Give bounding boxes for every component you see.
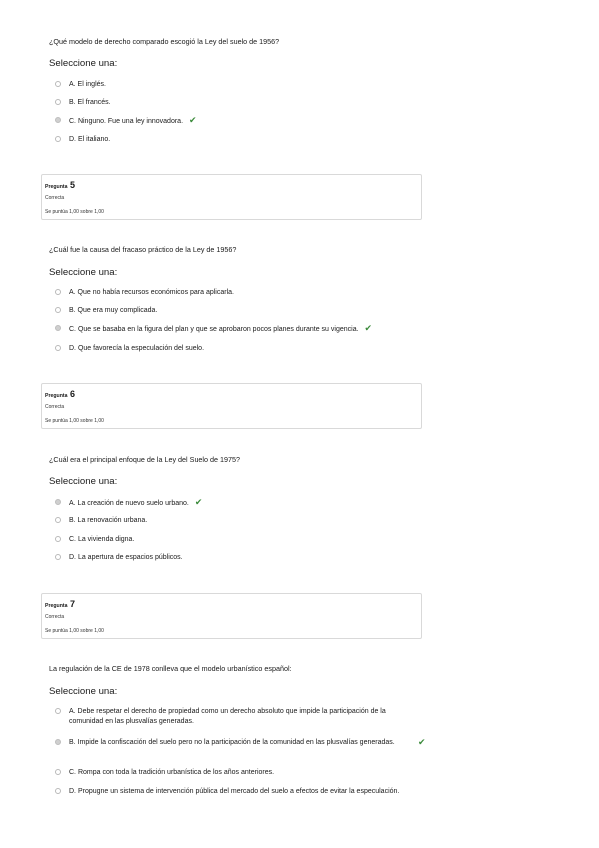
answer-option-d[interactable] — [55, 553, 183, 563]
select-one-prompt: Seleccione una: — [49, 686, 118, 697]
question-info-box-5 — [41, 174, 422, 220]
radio-button[interactable] — [55, 307, 61, 313]
radio-button[interactable] — [55, 345, 61, 351]
option-label-wrap — [69, 324, 372, 335]
question-score: Se puntúa 1,00 sobre 1,00 — [45, 418, 104, 424]
option-label: B. Que era muy complicada. — [69, 307, 158, 314]
option-label: B. Impide la confiscación del suelo pero no la participación de la comunidad en las plusvalías generadas. — [69, 739, 395, 746]
option-label: C. La vivienda digna. — [69, 536, 135, 543]
radio-button[interactable] — [55, 788, 61, 794]
select-one-prompt: Seleccione una: — [49, 267, 118, 278]
select-one-prompt: Seleccione una: — [49, 476, 118, 487]
answer-option-a[interactable] — [55, 498, 202, 509]
radio-button-selected[interactable] — [55, 739, 61, 745]
radio-button[interactable] — [55, 708, 61, 714]
question-score: Se puntúa 1,00 sobre 1,00 — [45, 209, 104, 215]
answer-option-d[interactable] — [55, 135, 110, 145]
radio-button[interactable] — [55, 554, 61, 560]
radio-button[interactable] — [55, 136, 61, 142]
option-label: A. El inglés. — [69, 81, 106, 88]
question-header — [45, 180, 75, 190]
question-label: Pregunta — [45, 603, 68, 609]
radio-button[interactable] — [55, 289, 61, 295]
radio-button[interactable] — [55, 769, 61, 775]
radio-button-selected[interactable] — [55, 499, 61, 505]
option-label: C. Que se basaba en la figura del plan y que se aprobaron pocos planes durante su vigencia. — [69, 326, 359, 333]
answer-option-c[interactable] — [55, 116, 197, 127]
option-label: A. La creación de nuevo suelo urbano. — [69, 500, 189, 507]
radio-button[interactable] — [55, 99, 61, 105]
radio-button-selected[interactable] — [55, 325, 61, 331]
answer-option-c[interactable] — [55, 535, 134, 545]
question-status: Correcta — [45, 404, 65, 410]
question-score: Se puntúa 1,00 sobre 1,00 — [45, 628, 104, 634]
radio-button[interactable] — [55, 517, 61, 523]
option-label: D. La apertura de espacios públicos. — [69, 554, 183, 561]
radio-button[interactable] — [55, 536, 61, 542]
correct-check-icon: ✔ — [364, 323, 373, 333]
answer-option-a[interactable] — [55, 707, 414, 727]
option-label: A. Debe respetar el derecho de propiedad como un derecho absoluto que impide la participación de la comunidad en las plusvalías generadas. — [69, 708, 386, 725]
option-label-wrap — [69, 498, 202, 509]
correct-check-icon: ✔ — [194, 497, 203, 507]
answer-option-d[interactable] — [55, 344, 204, 354]
question-header — [45, 599, 75, 609]
question-label: Pregunta — [45, 393, 68, 399]
question-status: Correcta — [45, 195, 65, 201]
correct-check-icon: ✔ — [189, 115, 197, 125]
question-text: ¿Qué modelo de derecho comparado escogió la Ley del suelo de 1956? — [49, 37, 280, 46]
question-number: 7 — [69, 599, 75, 609]
radio-button-selected[interactable] — [55, 117, 61, 123]
question-text: ¿Cuál era el principal enfoque de la Ley del Suelo de 1975? — [49, 455, 241, 464]
option-label: D. El italiano. — [69, 136, 111, 143]
answer-option-a[interactable] — [55, 288, 234, 298]
option-label: B. El francés. — [69, 99, 111, 106]
correct-check-icon: ✔ — [418, 737, 426, 747]
question-label: Pregunta — [45, 184, 68, 190]
answer-option-b[interactable] — [55, 98, 111, 108]
option-label: A. Que no había recursos económicos para aplicarla. — [69, 289, 234, 296]
question-info-box-7 — [41, 593, 422, 639]
answer-option-c[interactable] — [55, 324, 372, 335]
question-info-box-6 — [41, 383, 422, 429]
select-one-prompt: Seleccione una: — [49, 58, 118, 69]
radio-button[interactable] — [55, 81, 61, 87]
question-number: 5 — [69, 180, 75, 190]
option-label: B. La renovación urbana. — [69, 517, 148, 524]
option-label: D. Que favorecía la especulación del suelo. — [69, 345, 205, 352]
answer-option-d[interactable] — [55, 787, 414, 797]
option-label-wrap — [69, 116, 197, 127]
answer-option-b[interactable] — [55, 516, 147, 526]
option-label: C. Ninguno. Fue una ley innovadora. — [69, 118, 184, 125]
question-number: 6 — [69, 389, 75, 399]
answer-option-b[interactable] — [55, 306, 157, 316]
answer-option-a[interactable] — [55, 80, 106, 90]
answer-option-b[interactable] — [55, 738, 426, 748]
question-text: La regulación de la CE de 1978 conlleva que el modelo urbanístico español: — [49, 664, 292, 673]
option-label: D. Propugne un sistema de intervención pública del mercado del suelo a efectos de evitar la especulación. — [69, 788, 400, 795]
question-header — [45, 389, 75, 399]
question-status: Correcta — [45, 614, 65, 620]
answer-option-c[interactable] — [55, 768, 274, 778]
option-label: C. Rompa con toda la tradición urbanística de los años anteriores. — [69, 769, 275, 776]
question-text: ¿Cuál fue la causa del fracaso práctico de la Ley de 1956? — [49, 245, 237, 254]
